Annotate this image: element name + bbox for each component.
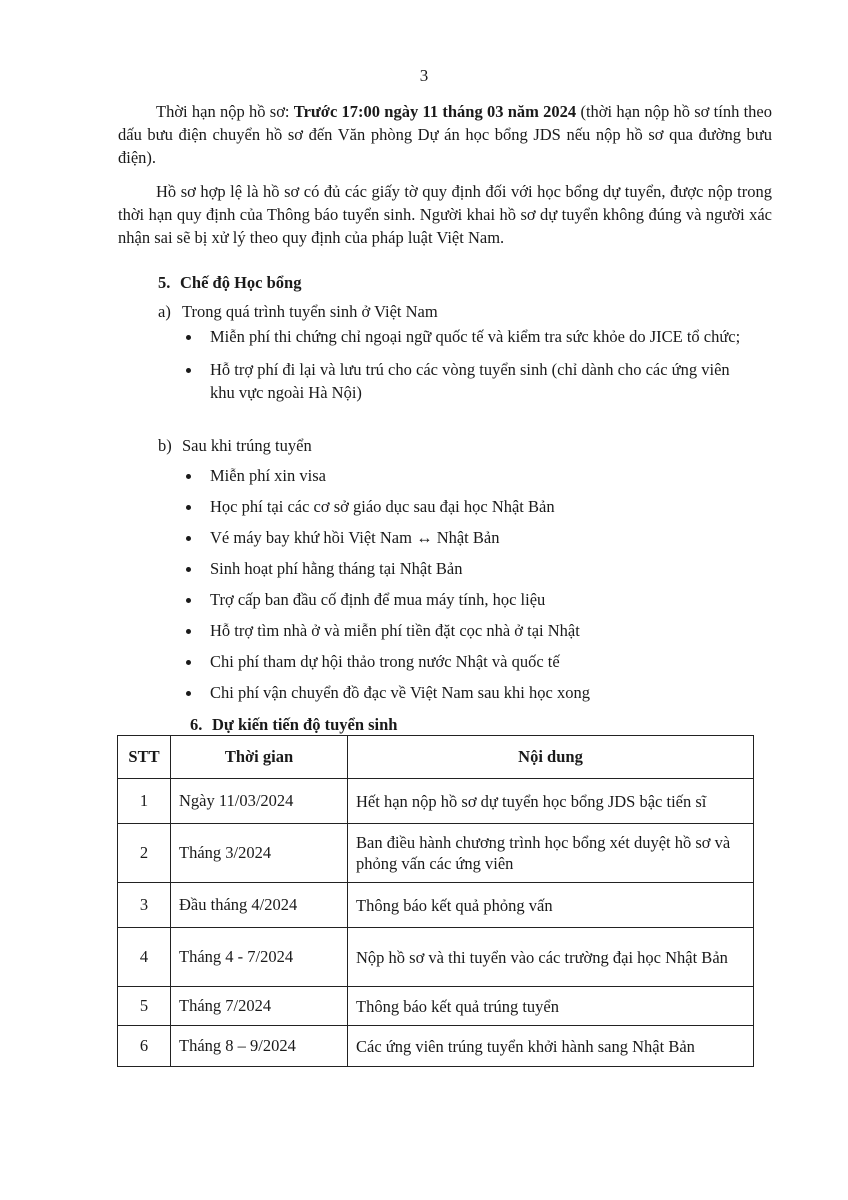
section-6-number: 6.	[190, 715, 203, 734]
subsection-b-label: b)	[158, 436, 172, 455]
cell-time: Tháng 3/2024	[171, 824, 348, 883]
subsection-a-title: Trong quá trình tuyển sinh ở Việt Nam	[182, 302, 438, 321]
cell-stt: 6	[118, 1026, 171, 1067]
subsection-b-list	[186, 464, 746, 712]
cell-content: Thông báo kết quả trúng tuyển	[348, 987, 754, 1026]
cell-stt: 4	[118, 928, 171, 987]
header-stt: STT	[118, 736, 171, 779]
list-item: Miễn phí thi chứng chỉ ngoại ngữ quốc tế và kiểm tra sức khỏe do JICE tổ chức;	[186, 325, 746, 348]
cell-stt: 5	[118, 987, 171, 1026]
section-5-title: Chế độ Học bổng	[180, 273, 302, 292]
section-5-heading	[158, 273, 301, 293]
cell-time: Tháng 4 - 7/2024	[171, 928, 348, 987]
schedule-table	[117, 735, 754, 1067]
table-row	[118, 779, 754, 824]
table-row	[118, 928, 754, 987]
cell-stt: 3	[118, 883, 171, 928]
validity-paragraph	[118, 180, 772, 249]
list-item: Hỗ trợ tìm nhà ở và miễn phí tiền đặt cọc nhà ở tại Nhật	[186, 619, 746, 650]
cell-content: Hết hạn nộp hồ sơ dự tuyển học bổng JDS bậc tiến sĩ	[348, 779, 754, 824]
header-content: Nội dung	[348, 736, 754, 779]
list-item: Hỗ trợ phí đi lại và lưu trú cho các vòng tuyển sinh (chỉ dành cho các ứng viên khu vực ngoài Hà Nội)	[186, 358, 746, 404]
cell-time: Tháng 7/2024	[171, 987, 348, 1026]
cell-content: Nộp hồ sơ và thi tuyển vào các trường đại học Nhật Bản	[348, 928, 754, 987]
deadline-date: Trước 17:00 ngày 11 tháng 03 năm 2024	[293, 102, 577, 121]
cell-time: Ngày 11/03/2024	[171, 779, 348, 824]
list-item: Chi phí vận chuyển đồ đạc về Việt Nam sau khi học xong	[186, 681, 746, 712]
table-row	[118, 987, 754, 1026]
list-item: Sinh hoạt phí hằng tháng tại Nhật Bản	[186, 557, 746, 588]
cell-stt: 2	[118, 824, 171, 883]
cell-content: Các ứng viên trúng tuyển khởi hành sang Nhật Bản	[348, 1026, 754, 1067]
list-item: Vé máy bay khứ hồi Việt Nam ↔ Nhật Bản	[186, 526, 746, 557]
subsection-b-title: Sau khi trúng tuyển	[182, 436, 312, 455]
cell-content: Ban điều hành chương trình học bổng xét duyệt hồ sơ và phỏng vấn các ứng viên	[348, 824, 754, 883]
validity-text: Hồ sơ hợp lệ là hồ sơ có đủ các giấy tờ quy định đối với học bổng dự tuyển, được nộp trong thời hạn quy định của Thông báo tuyển sinh. Người khai hồ sơ dự tuyển không đúng và người xác nhận sai sẽ bị xử lý theo quy định của pháp luật Việt Nam.	[118, 182, 772, 247]
cell-time: Đầu tháng 4/2024	[171, 883, 348, 928]
page-number: 3	[419, 66, 429, 85]
section-6-heading	[190, 715, 398, 735]
deadline-prefix: Thời hạn nộp hồ sơ:	[156, 102, 294, 121]
table-row	[118, 824, 754, 883]
list-item: Trợ cấp ban đầu cố định để mua máy tính, học liệu	[186, 588, 746, 619]
header-time: Thời gian	[171, 736, 348, 779]
subsection-a-heading	[158, 302, 438, 322]
deadline-paragraph	[118, 100, 772, 169]
section-5-number: 5.	[158, 273, 171, 292]
list-item: Chi phí tham dự hội thảo trong nước Nhật và quốc tế	[186, 650, 746, 681]
subsection-a-list	[186, 325, 746, 414]
table-row	[118, 1026, 754, 1067]
cell-time: Tháng 8 – 9/2024	[171, 1026, 348, 1067]
list-item: Miễn phí xin visa	[186, 464, 746, 495]
section-6-title: Dự kiến tiến độ tuyển sinh	[212, 715, 398, 734]
cell-stt: 1	[118, 779, 171, 824]
subsection-a-label: a)	[158, 302, 171, 321]
deadline-suffix: (thời hạn nộp hồ sơ tính theo dấu bưu điện chuyển hồ sơ đến Văn phòng Dự án học bổng JDS nếu nộp hồ sơ qua đường bưu điện).	[118, 102, 773, 167]
subsection-b-heading	[158, 436, 312, 456]
table-row	[118, 883, 754, 928]
cell-content: Thông báo kết quả phỏng vấn	[348, 883, 754, 928]
table-header-row	[118, 736, 754, 779]
list-item: Học phí tại các cơ sở giáo dục sau đại học Nhật Bản	[186, 495, 746, 526]
